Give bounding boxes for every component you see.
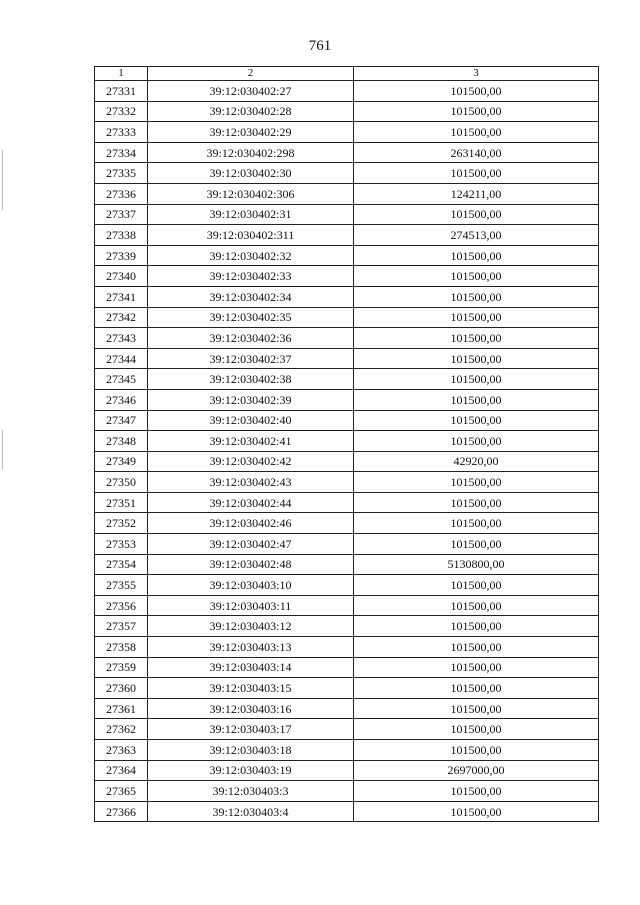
table-row [95, 389, 599, 410]
table-row [95, 328, 599, 349]
column-header-2: 2 [148, 67, 354, 81]
table-row [95, 431, 599, 452]
row-number-cell: 27337 [95, 204, 148, 225]
table-row [95, 678, 599, 699]
cadastral-number-cell: 39:12:030403:11 [148, 595, 354, 616]
row-number-cell: 27358 [95, 637, 148, 658]
table-row [95, 616, 599, 637]
row-number-cell: 27336 [95, 183, 148, 204]
table-row [95, 81, 599, 102]
cadastral-number-cell: 39:12:030402:48 [148, 554, 354, 575]
row-number-cell: 27334 [95, 142, 148, 163]
table-row [95, 163, 599, 184]
cadastral-number-cell: 39:12:030402:31 [148, 204, 354, 225]
table-row [95, 719, 599, 740]
row-number-cell: 27366 [95, 801, 148, 822]
cadastral-number-cell: 39:12:030402:33 [148, 266, 354, 287]
value-cell: 101500,00 [354, 81, 599, 102]
value-cell: 101500,00 [354, 286, 599, 307]
value-cell: 5130800,00 [354, 554, 599, 575]
scan-margin-line [2, 430, 3, 470]
table-row [95, 492, 599, 513]
cadastral-number-cell: 39:12:030403:12 [148, 616, 354, 637]
value-cell: 101500,00 [354, 348, 599, 369]
value-cell: 101500,00 [354, 328, 599, 349]
row-number-cell: 27357 [95, 616, 148, 637]
value-cell: 101500,00 [354, 781, 599, 802]
row-number-cell: 27348 [95, 431, 148, 452]
value-cell: 101500,00 [354, 575, 599, 596]
cadastral-number-cell: 39:12:030403:16 [148, 698, 354, 719]
value-cell: 101500,00 [354, 369, 599, 390]
table-row [95, 760, 599, 781]
table-row [95, 451, 599, 472]
value-cell: 101500,00 [354, 307, 599, 328]
value-cell: 101500,00 [354, 266, 599, 287]
value-cell: 101500,00 [354, 245, 599, 266]
cadastral-number-cell: 39:12:030402:35 [148, 307, 354, 328]
table-body [95, 81, 599, 822]
cadastral-number-cell: 39:12:030403:14 [148, 657, 354, 678]
table-row [95, 307, 599, 328]
row-number-cell: 27349 [95, 451, 148, 472]
cadastral-number-cell: 39:12:030403:18 [148, 740, 354, 761]
value-cell: 101500,00 [354, 657, 599, 678]
table-row [95, 575, 599, 596]
cadastral-number-cell: 39:12:030403:10 [148, 575, 354, 596]
value-cell: 263140,00 [354, 142, 599, 163]
cadastral-number-cell: 39:12:030403:3 [148, 781, 354, 802]
row-number-cell: 27350 [95, 472, 148, 493]
row-number-cell: 27338 [95, 225, 148, 246]
row-number-cell: 27353 [95, 534, 148, 555]
value-cell: 101500,00 [354, 101, 599, 122]
row-number-cell: 27355 [95, 575, 148, 596]
value-cell: 124211,00 [354, 183, 599, 204]
table-row [95, 740, 599, 761]
cadastral-number-cell: 39:12:030402:32 [148, 245, 354, 266]
column-header-3: 3 [354, 67, 599, 81]
table-row [95, 142, 599, 163]
table-row [95, 801, 599, 822]
value-cell: 101500,00 [354, 678, 599, 699]
row-number-cell: 27362 [95, 719, 148, 740]
cadastral-number-cell: 39:12:030402:44 [148, 492, 354, 513]
cadastral-number-cell: 39:12:030403:4 [148, 801, 354, 822]
table-row [95, 554, 599, 575]
value-cell: 101500,00 [354, 204, 599, 225]
value-cell: 2697000,00 [354, 760, 599, 781]
row-number-cell: 27363 [95, 740, 148, 761]
value-cell: 101500,00 [354, 719, 599, 740]
row-number-cell: 27345 [95, 369, 148, 390]
cadastral-number-cell: 39:12:030402:38 [148, 369, 354, 390]
cadastral-number-cell: 39:12:030403:17 [148, 719, 354, 740]
cadastral-number-cell: 39:12:030402:46 [148, 513, 354, 534]
row-number-cell: 27361 [95, 698, 148, 719]
value-cell: 101500,00 [354, 801, 599, 822]
value-cell: 42920,00 [354, 451, 599, 472]
value-cell: 101500,00 [354, 122, 599, 143]
table-row [95, 637, 599, 658]
cadastral-number-cell: 39:12:030402:39 [148, 389, 354, 410]
value-cell: 101500,00 [354, 431, 599, 452]
table-row [95, 266, 599, 287]
value-cell: 101500,00 [354, 410, 599, 431]
cadastral-number-cell: 39:12:030402:298 [148, 142, 354, 163]
table-row [95, 204, 599, 225]
cadastral-number-cell: 39:12:030402:37 [148, 348, 354, 369]
table-row [95, 369, 599, 390]
cadastral-number-cell: 39:12:030402:34 [148, 286, 354, 307]
value-cell: 101500,00 [354, 389, 599, 410]
cadastral-number-cell: 39:12:030402:41 [148, 431, 354, 452]
table-row [95, 657, 599, 678]
table-row [95, 245, 599, 266]
cadastral-number-cell: 39:12:030402:29 [148, 122, 354, 143]
cadastral-number-cell: 39:12:030402:40 [148, 410, 354, 431]
row-number-cell: 27335 [95, 163, 148, 184]
cadastral-number-cell: 39:12:030402:30 [148, 163, 354, 184]
table-row [95, 225, 599, 246]
value-cell: 101500,00 [354, 637, 599, 658]
cadastral-number-cell: 39:12:030403:13 [148, 637, 354, 658]
value-cell: 101500,00 [354, 513, 599, 534]
cadastral-number-cell: 39:12:030402:36 [148, 328, 354, 349]
table-row [95, 595, 599, 616]
table-row [95, 698, 599, 719]
value-cell: 101500,00 [354, 472, 599, 493]
row-number-cell: 27344 [95, 348, 148, 369]
value-cell: 101500,00 [354, 616, 599, 637]
cadastral-number-cell: 39:12:030402:43 [148, 472, 354, 493]
row-number-cell: 27333 [95, 122, 148, 143]
row-number-cell: 27341 [95, 286, 148, 307]
row-number-cell: 27352 [95, 513, 148, 534]
table-row [95, 534, 599, 555]
value-cell: 101500,00 [354, 163, 599, 184]
row-number-cell: 27364 [95, 760, 148, 781]
table-row [95, 122, 599, 143]
cadastral-number-cell: 39:12:030402:311 [148, 225, 354, 246]
row-number-cell: 27359 [95, 657, 148, 678]
page-number: 761 [308, 38, 332, 54]
column-header-1: 1 [95, 67, 148, 81]
row-number-cell: 27342 [95, 307, 148, 328]
value-cell: 274513,00 [354, 225, 599, 246]
table-header-row [95, 67, 599, 81]
row-number-cell: 27360 [95, 678, 148, 699]
table-row [95, 781, 599, 802]
cadastral-number-cell: 39:12:030403:15 [148, 678, 354, 699]
value-cell: 101500,00 [354, 595, 599, 616]
table-row [95, 513, 599, 534]
cadastral-number-cell: 39:12:030403:19 [148, 760, 354, 781]
row-number-cell: 27356 [95, 595, 148, 616]
row-number-cell: 27340 [95, 266, 148, 287]
cadastral-number-cell: 39:12:030402:47 [148, 534, 354, 555]
value-cell: 101500,00 [354, 534, 599, 555]
value-cell: 101500,00 [354, 492, 599, 513]
table-row [95, 410, 599, 431]
table-row [95, 286, 599, 307]
cadastral-number-cell: 39:12:030402:27 [148, 81, 354, 102]
table-row [95, 348, 599, 369]
table-row [95, 472, 599, 493]
cadastral-number-cell: 39:12:030402:28 [148, 101, 354, 122]
table-row [95, 183, 599, 204]
row-number-cell: 27346 [95, 389, 148, 410]
row-number-cell: 27332 [95, 101, 148, 122]
table-row [95, 101, 599, 122]
row-number-cell: 27365 [95, 781, 148, 802]
row-number-cell: 27354 [95, 554, 148, 575]
cadastral-value-table [94, 66, 599, 822]
row-number-cell: 27351 [95, 492, 148, 513]
scan-margin-line [2, 150, 3, 210]
row-number-cell: 27331 [95, 81, 148, 102]
row-number-cell: 27343 [95, 328, 148, 349]
row-number-cell: 27347 [95, 410, 148, 431]
cadastral-number-cell: 39:12:030402:42 [148, 451, 354, 472]
cadastral-number-cell: 39:12:030402:306 [148, 183, 354, 204]
value-cell: 101500,00 [354, 698, 599, 719]
value-cell: 101500,00 [354, 740, 599, 761]
row-number-cell: 27339 [95, 245, 148, 266]
